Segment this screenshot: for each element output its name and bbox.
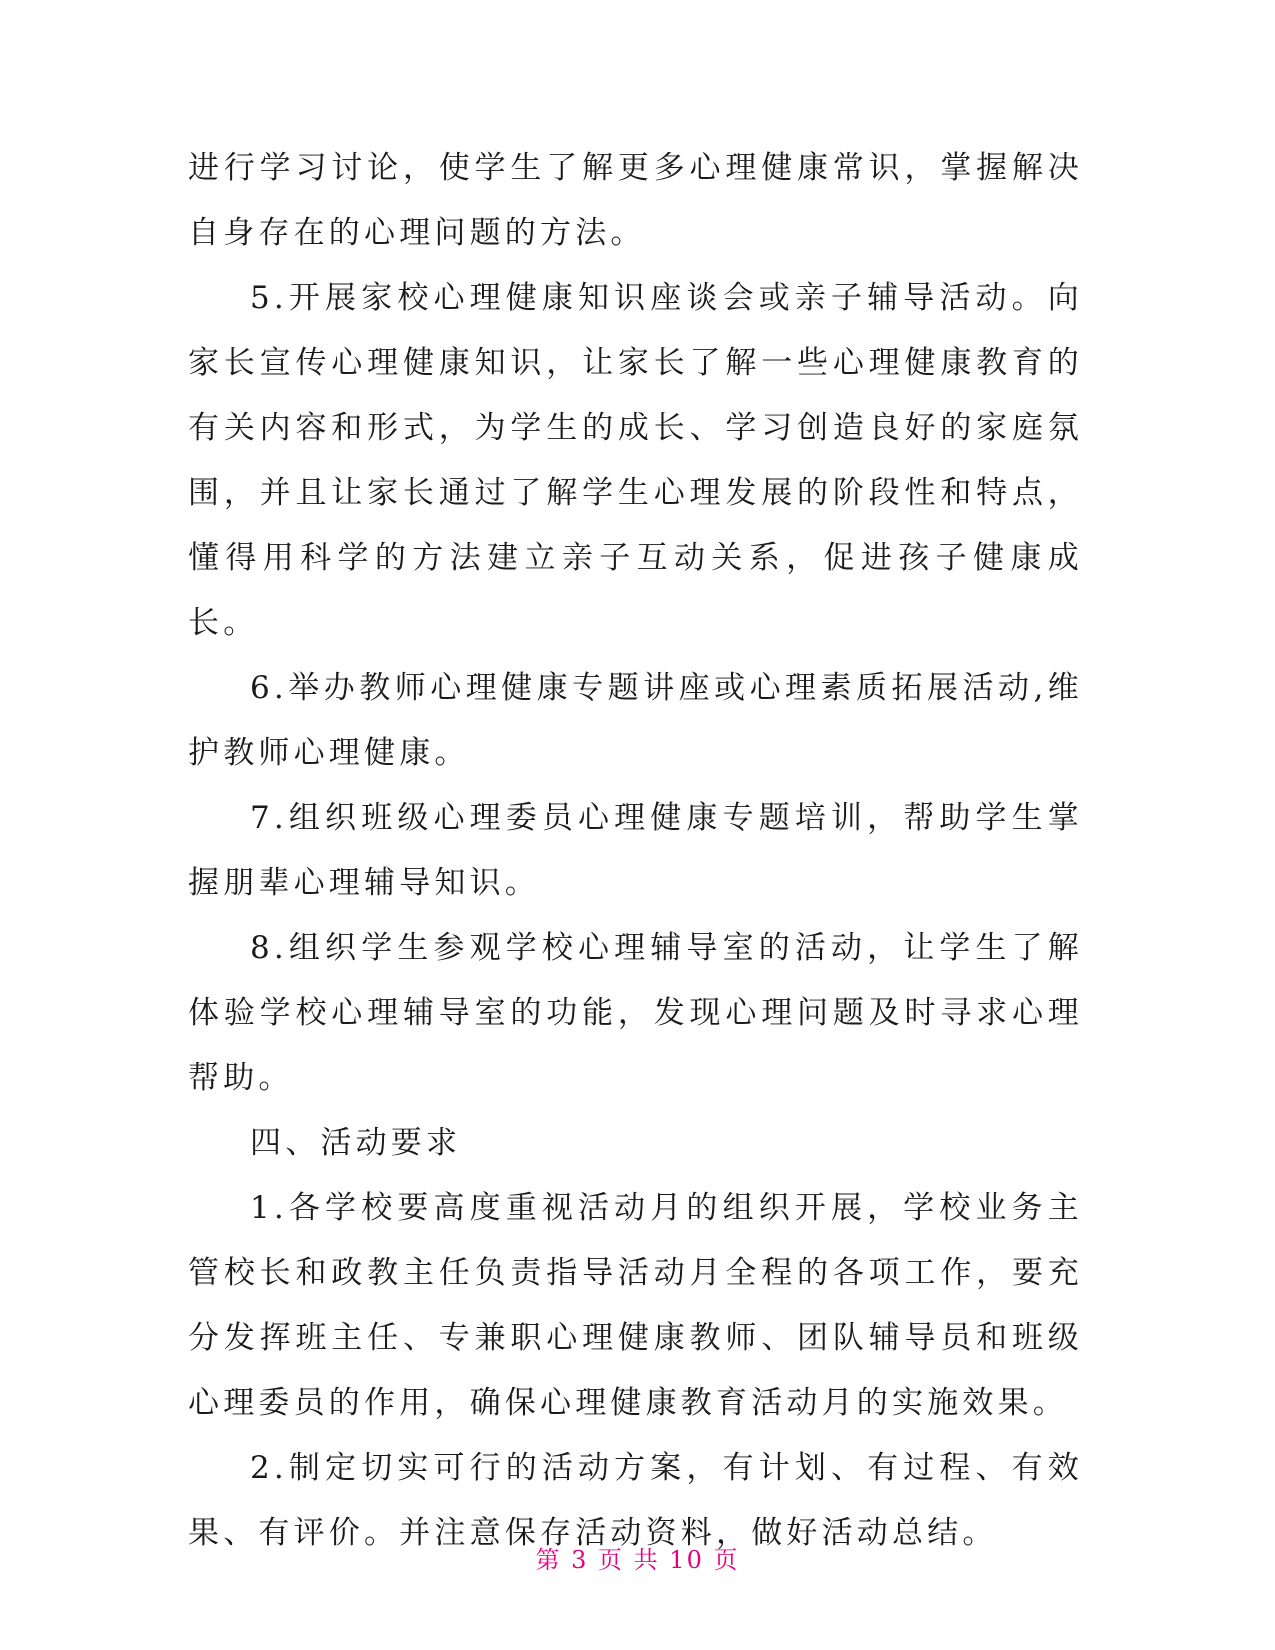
paragraph-item-6: 6.举办教师心理健康专题讲座或心理素质拓展活动,维护教师心理健康。 (188, 670, 1083, 771)
document-body (188, 136, 1083, 1566)
page-number-label: 第 3 页 共 10 页 (535, 1546, 740, 1574)
paragraph-item-8: 8.组织学生参观学校心理辅导室的活动，让学生了解体验学校心理辅导室的功能，发现心理问题及时寻求心理帮助。 (188, 930, 1083, 1096)
page-footer (0, 1540, 1275, 1575)
paragraph-requirement-1: 1.各学校要高度重视活动月的组织开展，学校业务主管校长和政教主任负责指导活动月全程的各项工作，要充分发挥班主任、专兼职心理健康教师、团队辅导员和班级心理委员的作用，确保心理健康教育活动月的实施效果。 (188, 1190, 1083, 1421)
paragraph-item-7: 7.组织班级心理委员心理健康专题培训，帮助学生掌握朋辈心理辅导知识。 (188, 800, 1083, 901)
paragraph-requirement-2: 2.制定切实可行的活动方案，有计划、有过程、有效果、有评价。并注意保存活动资料，做好活动总结。 (188, 1450, 1083, 1551)
paragraph-continuation: 进行学习讨论，使学生了解更多心理健康常识，掌握解决自身存在的心理问题的方法。 (188, 150, 1083, 251)
paragraph-item-5: 5.开展家校心理健康知识座谈会或亲子辅导活动。向家长宣传心理健康知识，让家长了解一些心理健康教育的有关内容和形式，为学生的成长、学习创造良好的家庭氛围，并且让家长通过了解学生心理发展的阶段性和特点，懂得用科学的方法建立亲子互动关系，促进孩子健康成长。 (188, 280, 1083, 641)
section-heading: 四、活动要求 (250, 1125, 462, 1161)
